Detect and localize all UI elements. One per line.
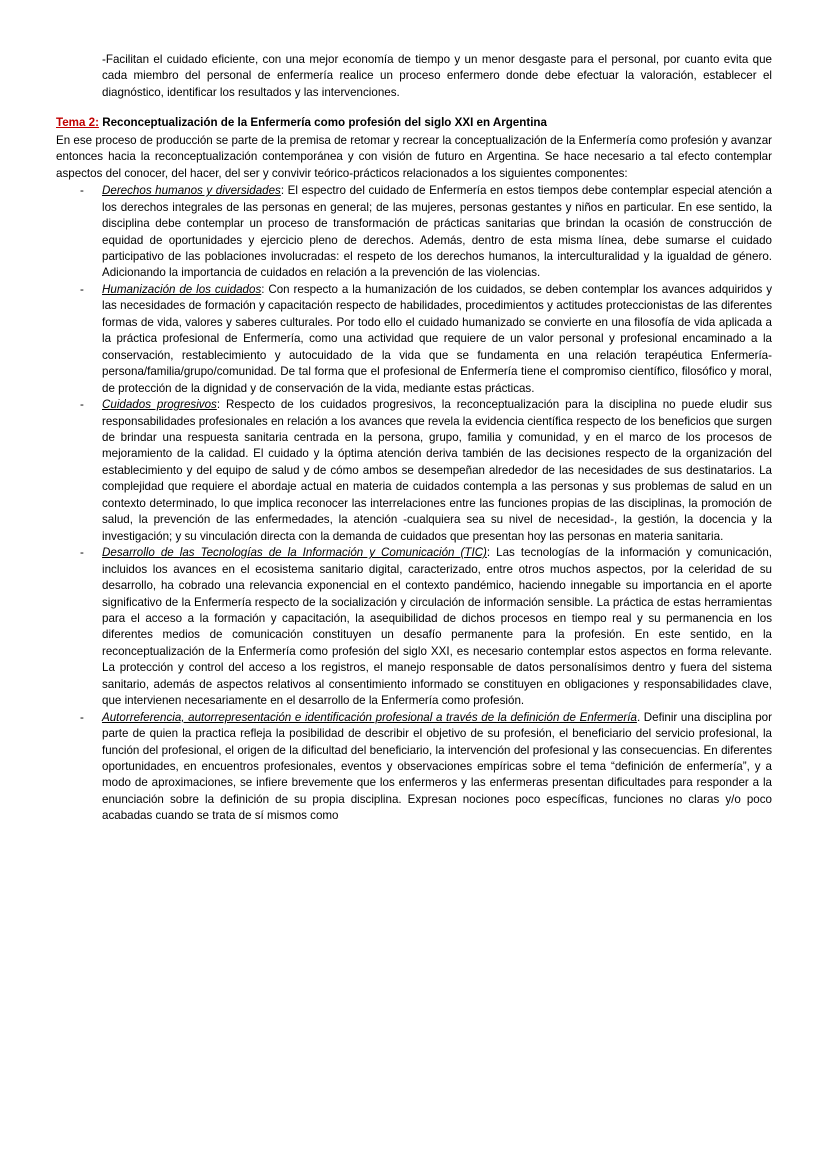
- list-item-term: Humanización de los cuidados: [102, 282, 262, 296]
- bullet-dash: -: [80, 184, 84, 198]
- list-item-content: [102, 710, 772, 825]
- list-item: [56, 397, 772, 545]
- list-item: [56, 282, 772, 397]
- list-item-content: [102, 397, 772, 545]
- bullet-dash: -: [80, 282, 84, 296]
- components-list: [56, 183, 772, 825]
- intro-paragraph-block: [102, 52, 772, 101]
- bullet-dash: -: [80, 546, 84, 560]
- list-item-text: : Con respecto a la humanización de los cuidados, se deben contemplar los avances adquiridos y las necesidades de formación y capacitación respecto de habilidades, procedimientos y actitudes proteccionistas de las diferentes formas de vida, valores y saberes culturales. Por todo ello el cuidado humanizado se convierte en una filosofía de vida aplicada a la práctica profesional de Enfermería, como una actividad que requiere de un valor personal y profesional encaminado a la conservación, restablecimiento y autocuidado de la vida que se fundamenta en una relación terapéutica Enfermería-persona/familia/grupo/comunidad. De tal forma que el profesional de Enfermería tiene el compromiso científico, filosófico y moral, de protección de la dignidad y de conservación de la vida, mediante estas prácticas.: [102, 282, 772, 395]
- list-item-text: : El espectro del cuidado de Enfermería en estos tiempos debe contemplar especial atención a los derechos integrales de las personas en general; de las mujeres, personas gestantes y niños en particular. En ese sentido, la disciplina debe contemplar un proceso de transformación de prácticas sanitarias que brindan la ocasión de construcción de equidad de oportunidades y ejercicio pleno de derechos. Además, dentro de esta misma línea, debe sumarse el cuidado participativo de las poblaciones involucradas: el respeto de los derechos humanos, la interculturalidad y la igualdad de género. Adicionando la importancia de cuidados en relación a la prevención de las violencias.: [102, 184, 772, 280]
- list-item: [56, 183, 772, 282]
- list-item-term: Desarrollo de las Tecnologías de la Información y Comunicación (TIC): [102, 546, 487, 560]
- document-body: [56, 52, 772, 825]
- list-item-term: Autorreferencia, autorrepresentación e identificación profesional a través de la definición de Enfermería: [102, 710, 637, 724]
- bullet-dash: -: [80, 710, 84, 724]
- list-item-term: Cuidados progresivos: [102, 398, 217, 412]
- section-heading: [56, 115, 772, 131]
- section-heading-label: Tema 2:: [56, 116, 99, 130]
- lead-paragraph: En ese proceso de producción se parte de la premisa de retomar y recrear la conceptualización de la Enfermería como profesión y avanzar entonces hacia la reconceptualización contemporánea y con visión de futuro en Argentina. Se hace necesario a tal efecto contemplar aspectos del conocer, del hacer, del ser y convivir teórico-prácticos relacionados a los siguientes componentes:: [56, 133, 772, 180]
- list-item-text: : Respecto de los cuidados progresivos, la reconceptualización para la disciplina no puede eludir sus responsabilidades profesionales en relación a los avances que revela la evidencia científica respecto de los beneficios que surgen de brindar una respuesta sanitaria centrada en la persona, grupo, familia y comunidad, y en el marco de los procesos de mejoramiento de la calidad. El cuidado y la óptima atención deriva también de las decisiones respecto de la organización del establecimiento y del equipo de salud y de cómo ambos se desempeñan alrededor de las necesidades de sus destinatarios. La complejidad que requiere el abordaje actual en materia de cuidados contempla a las personas y sus problemas de salud en un contexto determinado, lo que implica reconocer las interrelaciones entre las funciones propias de las disciplinas, la promoción de salud, la prevención de las enfermedades, la atención -cualquiera sea su nivel de necesidad-, la gestión, la docencia y la investigación; y su vinculación directa con la demanda de cuidados que presentan hoy las personas en materia sanitaria.: [102, 398, 772, 543]
- list-item-text: . Definir una disciplina por parte de quien la practica refleja la posibilidad de describir el objetivo de su profesión, el beneficiario del servicio profesional, la función del profesional, el origen de la dificultad del beneficiario, la intervención del profesional y las consecuencias. En diferentes oportunidades, en encuentros profesionales, eventos y observaciones empíricas sobre el tema “definición de enfermería”, y a modo de aproximaciones, se infiere brevemente que los enfermeros y las enfermeras presentan dificultades para responder a la enunciación sobre la definición de su propia disciplina. Expresan nociones poco específicas, funciones no claras y/o poco acabadas cuando se trata de sí mismos como: [102, 710, 772, 823]
- intro-paragraph: -Facilitan el cuidado eficiente, con una mejor economía de tiempo y un menor desgaste para el personal, por cuanto evita que cada miembro del personal de enfermería realice un proceso enfermero donde debe efectuar la valoración, establecer el diagnóstico, identificar los resultados y las intervenciones.: [102, 53, 772, 99]
- list-item-term: Derechos humanos y diversidades: [102, 184, 281, 198]
- list-item-content: [102, 282, 772, 397]
- list-item: [56, 545, 772, 710]
- list-item-text: : Las tecnologías de la información y comunicación, incluidos los avances en el ecosistema sanitario digital, caracterizado, entre otros muchos aspectos, por la celeridad de su desarrollo, ha cobrado una relevancia exponencial en el contexto pandémico, haciendo innegable su importancia en el aporte significativo de la Enfermería respecto de la socialización y circulación de información sensible. La práctica de estas herramientas para el acceso a la formación y capacitación, la asequibilidad de dichos procesos en tiempo real y su permanencia en los diferentes medios de comunicación constituyen un desafío permanente para la profesión. En este sentido, en la reconceptualización de la Enfermería como profesión del siglo XXI, es necesario contemplar estos aspectos en forma relevante. La protección y control del acceso a los registros, el manejo responsable de datos personalísimos dentro y fuera del sistema sanitario, además de aspectos relativos al consentimiento informado se constituyen en obligaciones y responsabilidades clave, que intervienen necesariamente en el desarrollo de la Enfermería como profesión.: [102, 546, 772, 708]
- list-item-content: [102, 183, 772, 282]
- list-item-content: [102, 545, 772, 710]
- list-item: [56, 710, 772, 825]
- bullet-dash: -: [80, 398, 84, 412]
- section-heading-title: Reconceptualización de la Enfermería como profesión del siglo XXI en Argentina: [102, 116, 547, 130]
